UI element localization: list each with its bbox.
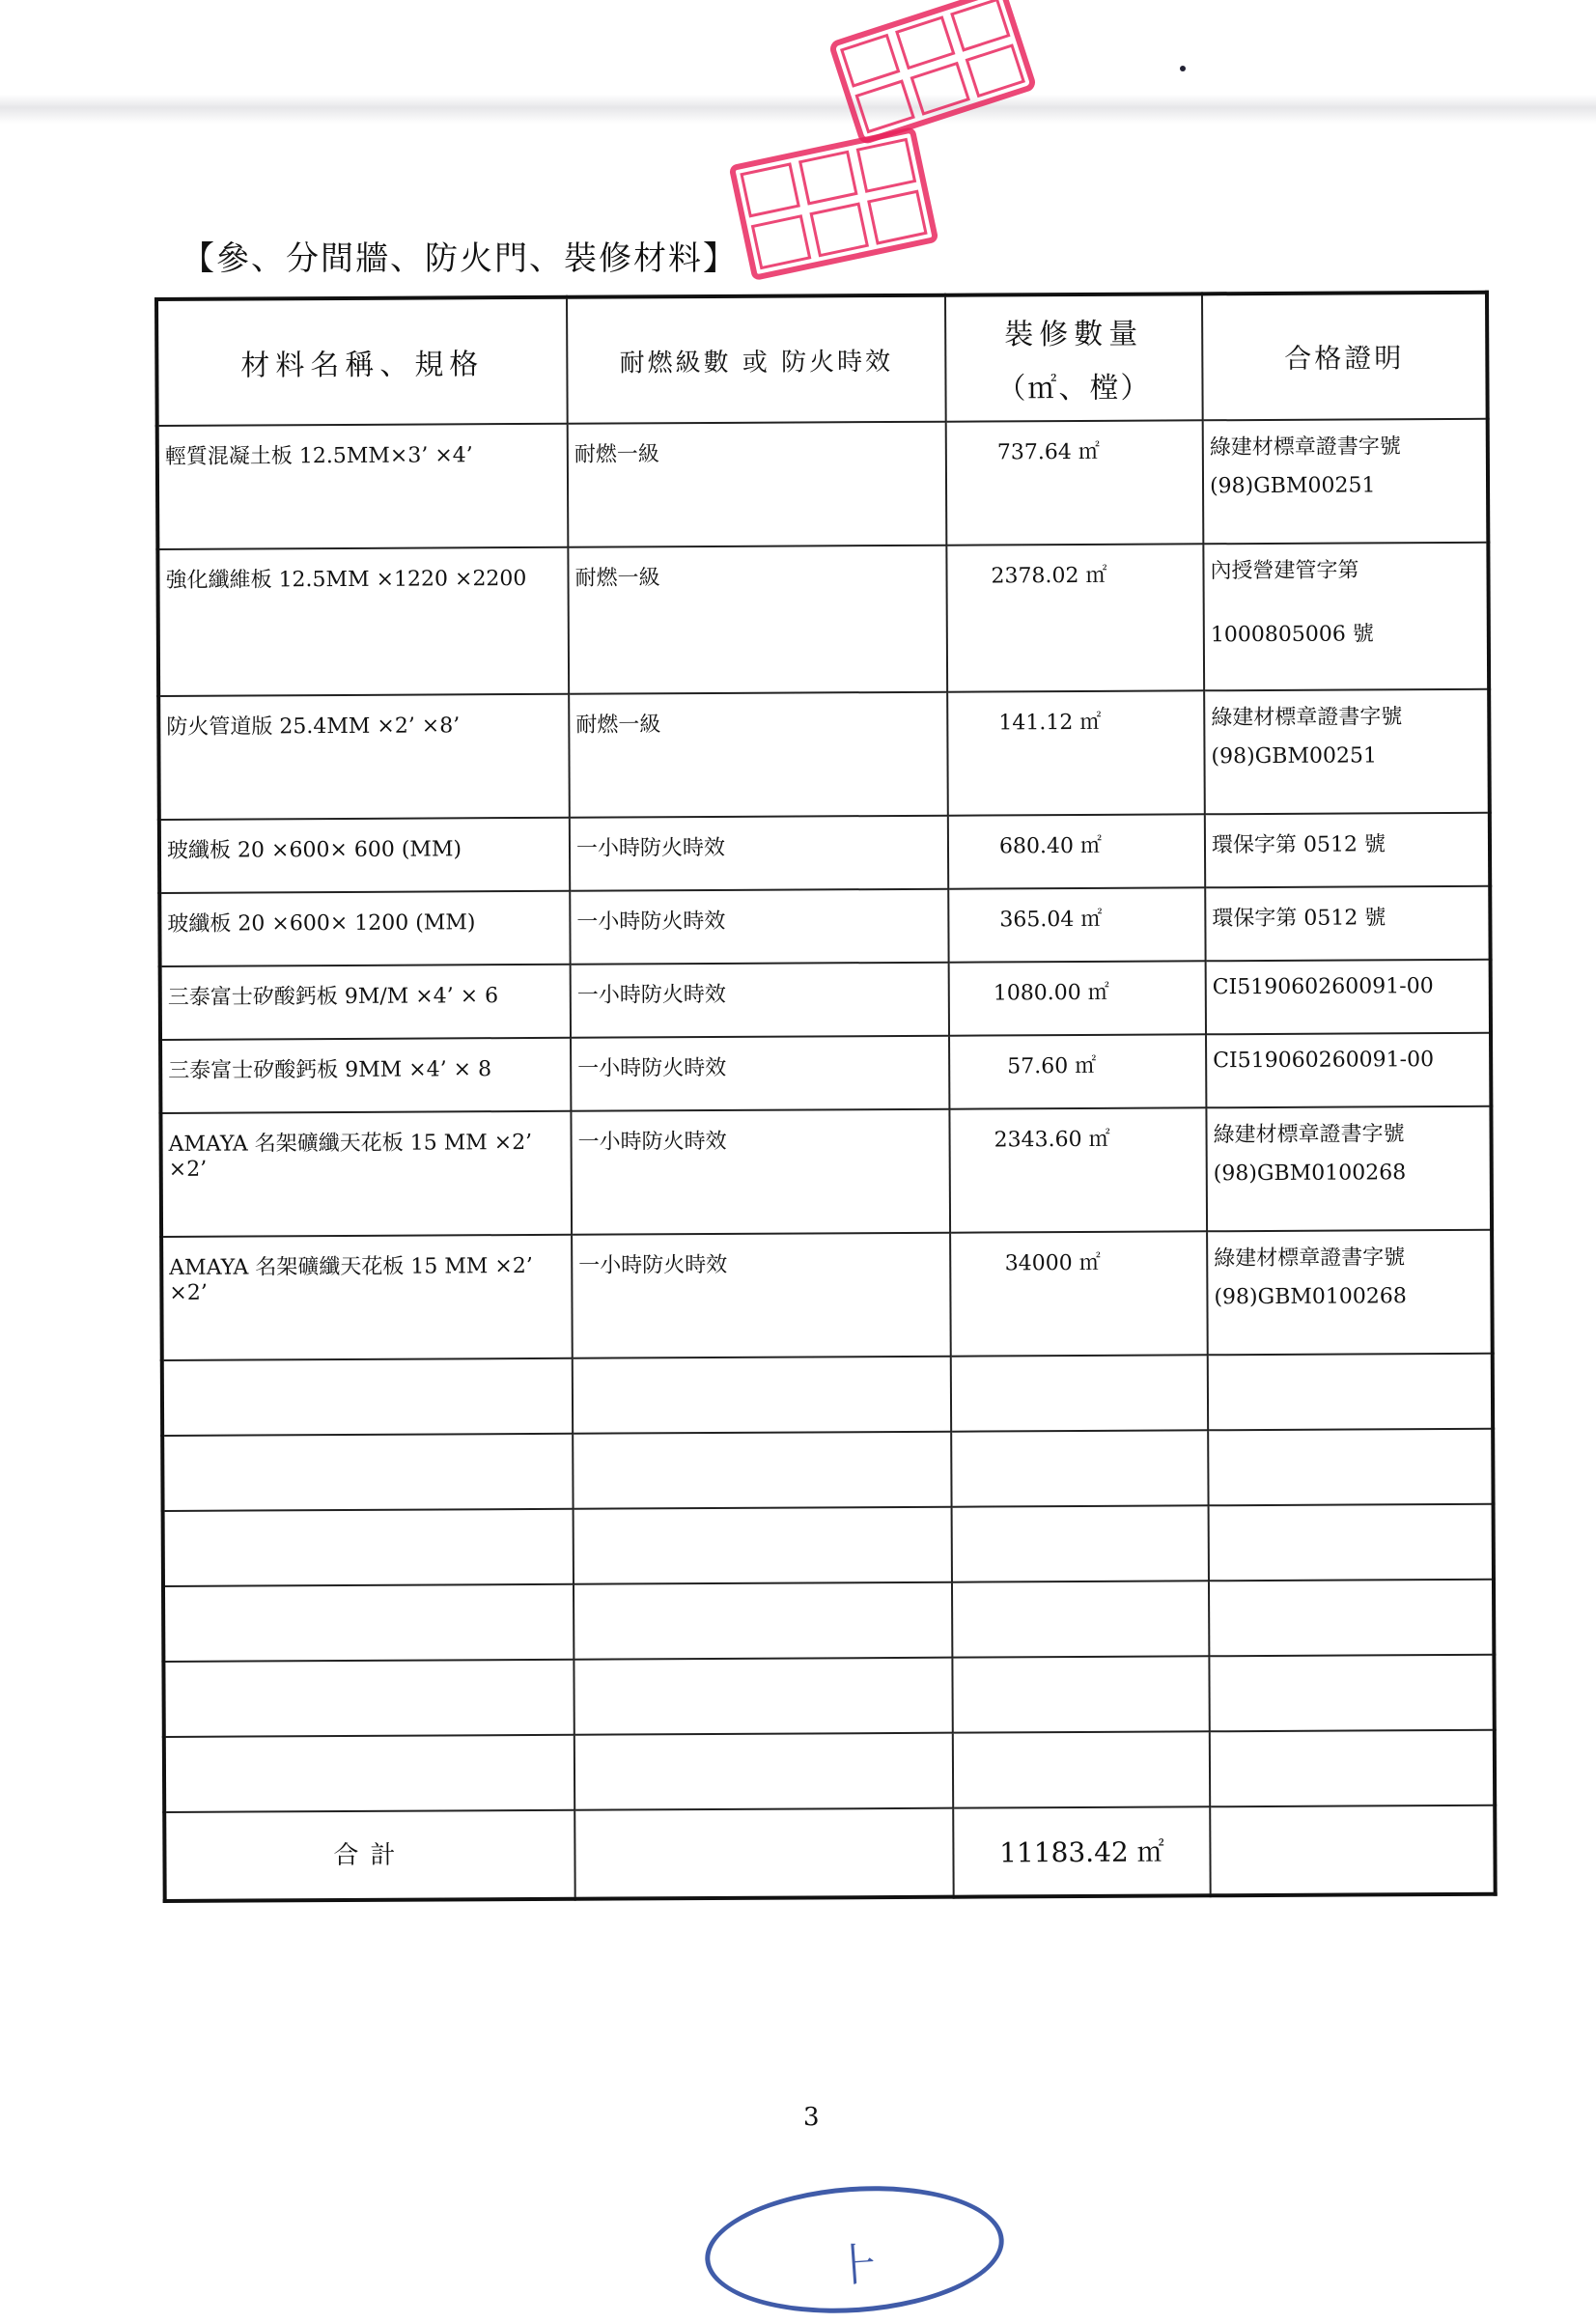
certificate-line: 1000805006 號 bbox=[1210, 622, 1374, 648]
material-cell: AMAYA 名架礦纖天花板 15 MM ×2’ ×2’ bbox=[161, 1235, 573, 1360]
red-seal-stamp bbox=[728, 126, 938, 281]
total-label: 合計 bbox=[164, 1810, 574, 1901]
certificate-cell: 環保字第 0512 號 bbox=[1205, 886, 1490, 962]
empty-table-row bbox=[162, 1429, 1493, 1511]
page-number: 3 bbox=[803, 2103, 820, 2132]
quantity-cell: 141.12 ㎡ bbox=[947, 690, 1205, 815]
material-cell: 玻纖板 20 ×600× 1200 (MM) bbox=[159, 891, 570, 966]
quantity-cell: 2378.02 ㎡ bbox=[946, 544, 1204, 691]
red-seal-stamp bbox=[827, 0, 1037, 146]
certificate-cell bbox=[1203, 419, 1489, 545]
total-quantity: 11183.42 ㎡ bbox=[953, 1806, 1210, 1896]
certificate-line: (98)GBM0100268 bbox=[1214, 1284, 1407, 1310]
material-cell: 玻纖板 20 ×600× 600 (MM) bbox=[159, 818, 570, 893]
quantity-cell: 737.64 ㎡ bbox=[946, 420, 1204, 545]
certificate-cell: 環保字第 0512 號 bbox=[1205, 813, 1490, 888]
rating-cell: 耐燃一級 bbox=[568, 422, 947, 547]
empty-table-row bbox=[164, 1730, 1495, 1812]
header-certificate: 合格證明 bbox=[1202, 293, 1488, 421]
material-cell: AMAYA 名架礦纖天花板 15 MM ×2’ ×2’ bbox=[160, 1111, 572, 1237]
blue-seal-stamp bbox=[701, 2176, 1008, 2322]
certificate-cell: CI519060260091-00 bbox=[1206, 960, 1491, 1035]
rating-cell: 一小時防火時效 bbox=[570, 889, 948, 965]
certificate-cell bbox=[1203, 543, 1489, 691]
rating-cell: 一小時防火時效 bbox=[571, 1036, 949, 1111]
empty-table-row bbox=[163, 1504, 1494, 1586]
material-cell: 三泰富士矽酸鈣板 9MM ×4’ × 8 bbox=[160, 1038, 571, 1113]
material-cell: 三泰富士矽酸鈣板 9M/M ×4’ × 6 bbox=[160, 965, 571, 1040]
table-header-row bbox=[156, 293, 1488, 426]
quantity-cell: 365.04 ㎡ bbox=[948, 887, 1205, 962]
header-quantity-label: 裝修數量 bbox=[1004, 317, 1144, 352]
material-cell: 輕質混凝土板 12.5MM×3’ ×4’ bbox=[157, 424, 569, 549]
certificate-cell bbox=[1204, 689, 1490, 815]
section-title: 【參、分間牆、防火門、裝修材料】 bbox=[182, 239, 738, 278]
quantity-cell: 57.60 ㎡ bbox=[949, 1034, 1206, 1108]
table-row bbox=[158, 689, 1490, 820]
rating-cell: 一小時防火時效 bbox=[572, 1233, 951, 1358]
rating-cell: 耐燃一級 bbox=[568, 546, 947, 694]
certificate-line: 綠建材標章證書字號 bbox=[1213, 1122, 1405, 1148]
certificate-line: 綠建材標章證書字號 bbox=[1209, 434, 1401, 461]
header-quantity bbox=[945, 294, 1203, 421]
table-row bbox=[160, 960, 1491, 1040]
quantity-cell: 1080.00 ㎡ bbox=[949, 961, 1206, 1035]
certificate-cell bbox=[1207, 1230, 1493, 1356]
empty-table-row bbox=[163, 1655, 1494, 1737]
empty-table-row bbox=[162, 1354, 1493, 1436]
header-rating: 耐燃級數 或 防火時效 bbox=[567, 295, 946, 424]
rating-cell: 一小時防火時效 bbox=[571, 1109, 950, 1235]
table-row bbox=[157, 543, 1489, 696]
blue-seal-mark: ⺊ bbox=[834, 2237, 882, 2293]
rating-cell: 耐燃一級 bbox=[569, 692, 948, 818]
certificate-line: (98)GBM00251 bbox=[1209, 473, 1376, 499]
header-material: 材料名稱、規格 bbox=[156, 297, 568, 426]
header-quantity-unit: （㎡、樘） bbox=[996, 371, 1152, 406]
rating-cell: 一小時防火時效 bbox=[570, 816, 948, 891]
rating-cell: 一小時防火時效 bbox=[571, 963, 949, 1038]
material-cell: 防火管道版 25.4MM ×2’ ×8’ bbox=[158, 694, 570, 820]
table-row bbox=[160, 1106, 1492, 1237]
table-row bbox=[161, 1230, 1493, 1360]
certificate-line: (98)GBM00251 bbox=[1211, 743, 1377, 770]
table-row bbox=[157, 419, 1489, 549]
quantity-cell: 680.40 ㎡ bbox=[948, 814, 1205, 888]
quantity-cell: 34000 ㎡ bbox=[950, 1231, 1208, 1356]
certificate-cell bbox=[1206, 1106, 1492, 1232]
certificate-line: 綠建材標章證書字號 bbox=[1211, 705, 1403, 731]
material-cell: 強化纖維板 12.5MM ×1220 ×2200 bbox=[157, 547, 569, 696]
table-row bbox=[159, 886, 1490, 966]
empty-table-row bbox=[163, 1580, 1494, 1662]
certificate-line: (98)GBM0100268 bbox=[1213, 1161, 1407, 1187]
certificate-cell: CI519060260091-00 bbox=[1206, 1033, 1491, 1108]
certificate-line: 內授營建管字第 bbox=[1210, 558, 1359, 584]
table-row bbox=[159, 813, 1490, 893]
certificate-line: 綠建材標章證書字號 bbox=[1214, 1245, 1406, 1272]
paper-fold-shadow bbox=[0, 95, 1596, 124]
ink-speck bbox=[1180, 66, 1186, 71]
total-row bbox=[164, 1805, 1495, 1901]
materials-table bbox=[154, 291, 1498, 1903]
quantity-cell: 2343.60 ㎡ bbox=[949, 1107, 1207, 1232]
table-row bbox=[160, 1033, 1491, 1113]
